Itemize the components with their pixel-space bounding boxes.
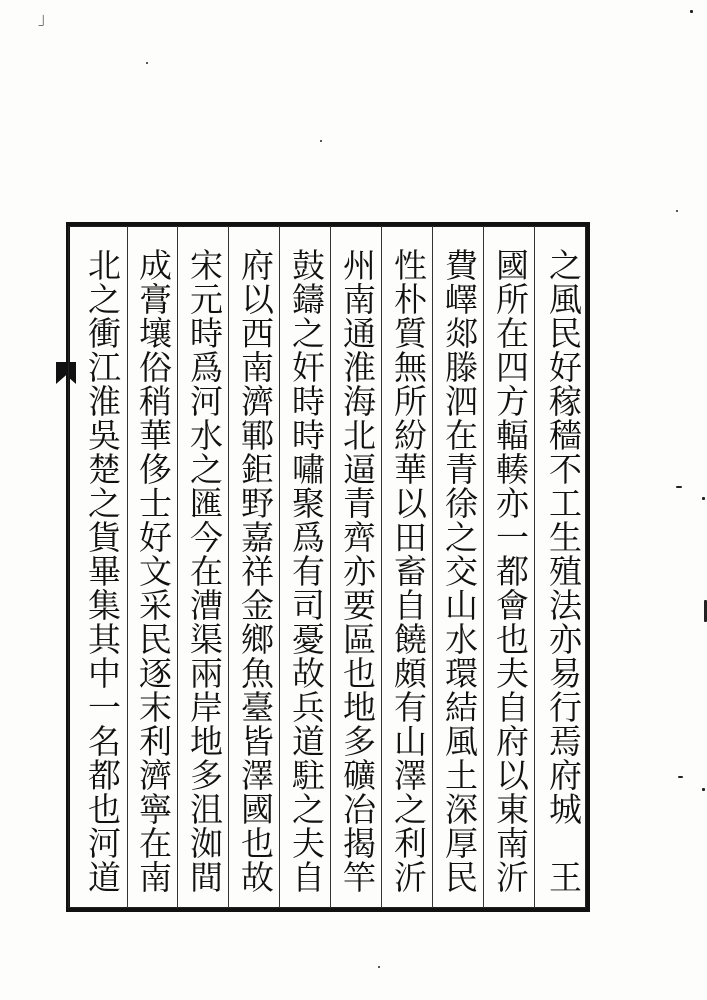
column-rule — [279, 226, 280, 908]
text-column: 之風民好稼穡不工生殖法亦易行焉府城 王 — [544, 248, 583, 894]
scan-speck — [676, 486, 682, 488]
scan-speck — [690, 10, 693, 13]
scan-speck — [676, 210, 678, 212]
text-column: 府以西南濟鄆鉅野嘉祥金鄉魚臺皆澤國也故 — [236, 248, 275, 894]
top-corner-mark: 」 — [38, 9, 55, 28]
scan-speck — [378, 966, 380, 968]
scan-speck — [678, 776, 683, 778]
column-rule — [483, 226, 484, 908]
text-column: 性朴質無所紛華以田畜自饒頗有山澤之利沂 — [389, 248, 428, 894]
scan-speck — [702, 788, 705, 791]
text-column: 國所在四方輻輳亦一都會也夫自府以東南沂 — [491, 248, 530, 894]
text-column: 鼓鑄之奸時時嘯聚爲有司憂故兵道駐之夫自 — [287, 248, 326, 894]
column-rule — [228, 226, 229, 908]
text-column: 費嶧郯滕泗在青徐之交山水環結風土深厚民 — [440, 248, 479, 894]
column-rule — [432, 226, 433, 908]
scan-speck — [702, 497, 705, 500]
column-rule — [177, 226, 178, 908]
column-rule — [381, 226, 382, 908]
column-rule — [127, 226, 128, 908]
text-column: 北之衝江淮吳楚之貨畢集其中一名都也河道 — [83, 248, 122, 894]
column-rule — [534, 226, 535, 908]
text-column: 成膏壤俗稍華侈士好文采民逐末利濟寧在南 — [134, 248, 173, 894]
scan-speck — [320, 140, 322, 142]
text-column: 宋元時爲河水之匯今在漕渠兩岸地多沮洳間 — [185, 248, 224, 894]
text-column: 州南通淮海北逼青齊亦要區也地多礦冶揭竿 — [338, 248, 377, 894]
column-rule — [330, 226, 331, 908]
scan-speck — [146, 62, 148, 64]
margin-strip — [30, 226, 67, 908]
